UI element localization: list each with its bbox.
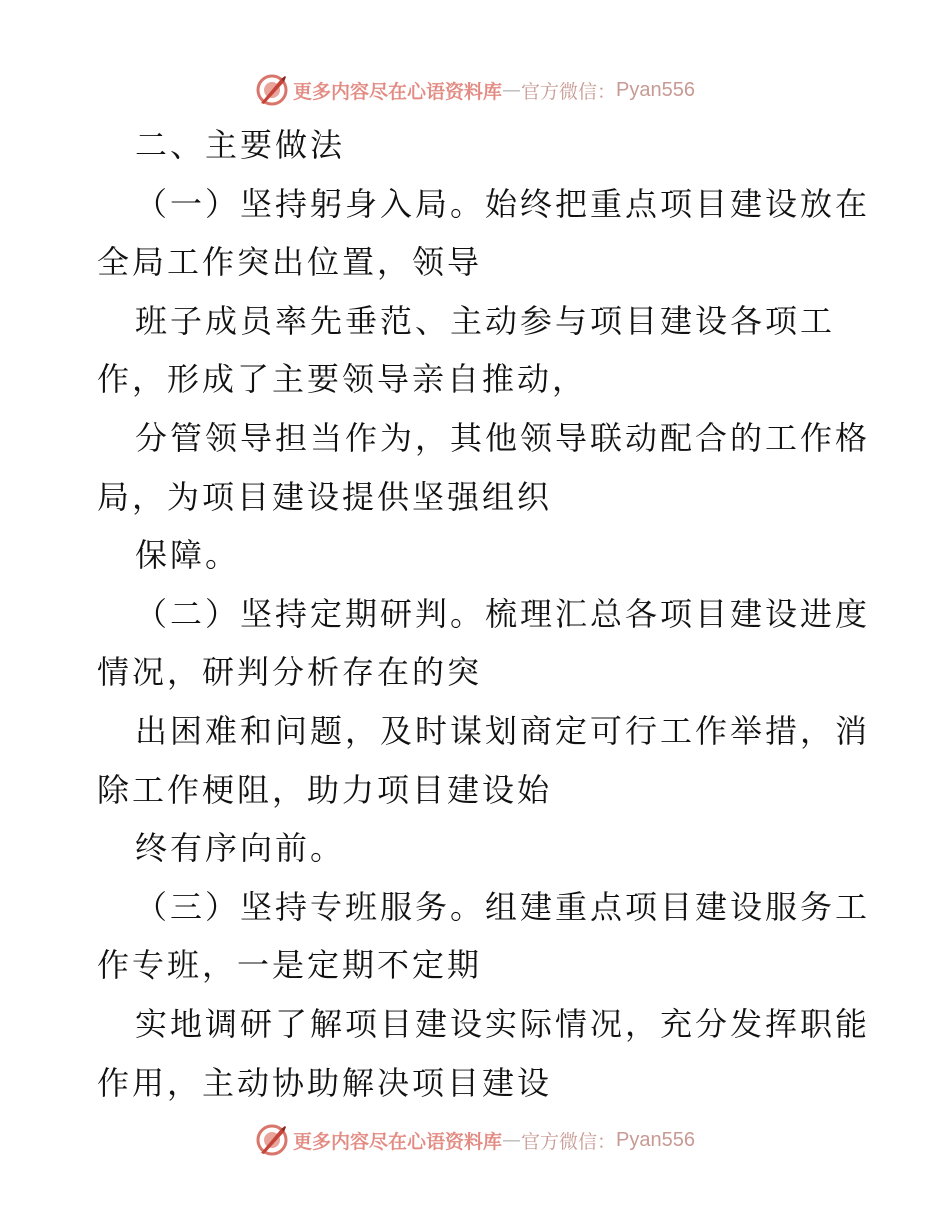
text-line: 终有序向前。 <box>135 829 346 868</box>
text-line: 作，形成了主要领导亲自推动， <box>97 360 588 399</box>
document-body <box>97 116 871 1112</box>
pen-logo-icon <box>255 1123 289 1157</box>
footer-watermark-wechat-label: 官方微信： <box>521 1130 617 1153</box>
text-line: 除工作梗阻，助力项目建设始 <box>97 770 553 809</box>
text-line: 出困难和问题，及时谋划商定可行工作举措，消 <box>135 711 871 750</box>
text-line: 分管领导担当作为，其他领导联动配合的工作格 <box>135 418 871 457</box>
footer-watermark-wechat-id: Pyan556 <box>616 1128 695 1151</box>
footer-watermark-separator: — <box>502 1129 522 1151</box>
header-watermark-wechat-id: Pyan556 <box>616 78 695 101</box>
pen-logo-icon <box>255 73 289 107</box>
header-watermark-separator: — <box>502 79 522 101</box>
text-line: 保障。 <box>135 536 241 575</box>
text-line: 实地调研了解项目建设实际情况，充分发挥职能 <box>135 1004 871 1043</box>
text-line: 情况，研判分析存在的突 <box>97 653 483 692</box>
section-heading: 二、主要做法 <box>135 126 346 164</box>
text-line: 作用，主动协助解决项目建设 <box>97 1063 553 1102</box>
footer-watermark <box>0 1120 950 1160</box>
text-line: 班子成员率先垂范、主动参与项目建设各项工 <box>135 301 836 340</box>
text-line: 局，为项目建设提供坚强组织 <box>97 477 553 516</box>
text-line: （三）坚持专班服务。组建重点项目建设服务工 <box>135 887 871 926</box>
header-watermark <box>0 70 950 110</box>
header-watermark-text: 更多内容尽在心语资料库 <box>293 80 503 103</box>
text-line: 全局工作突出位置，领导 <box>97 243 483 282</box>
text-line: （二）坚持定期研判。梳理汇总各项目建设进度 <box>135 594 871 633</box>
header-watermark-wechat-label: 官方微信： <box>521 80 617 103</box>
footer-watermark-text: 更多内容尽在心语资料库 <box>293 1130 503 1153</box>
text-line: （一）坚持躬身入局。始终把重点项目建设放在 <box>135 184 871 223</box>
text-line: 作专班，一是定期不定期 <box>97 946 483 985</box>
